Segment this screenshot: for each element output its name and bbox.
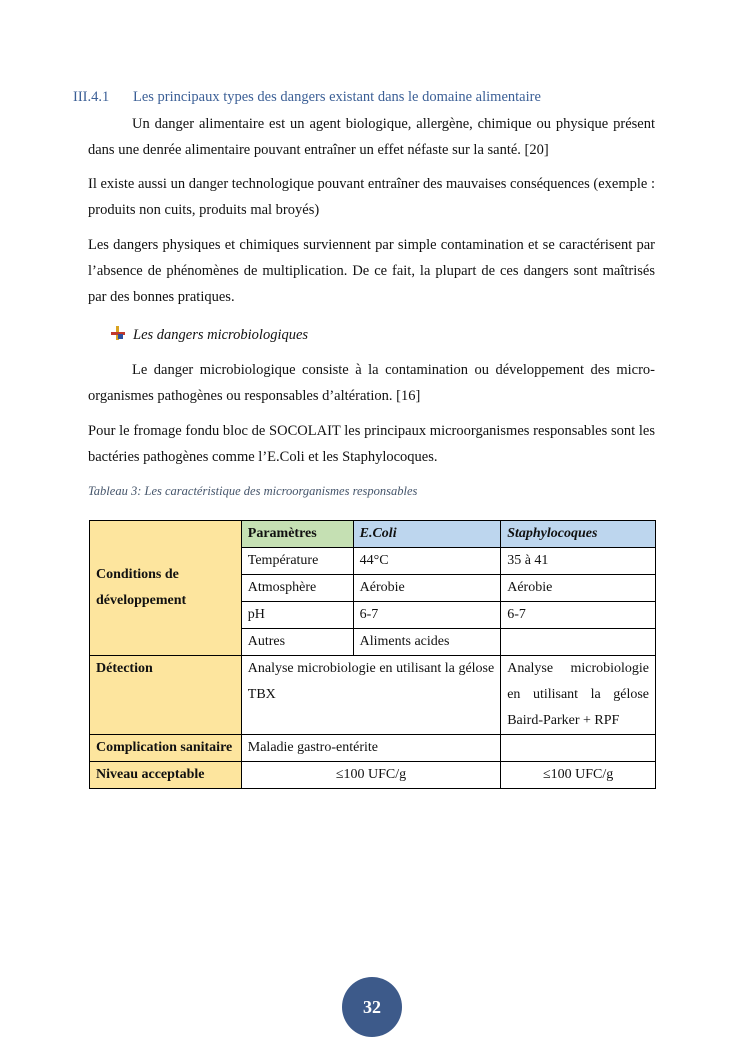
header-parametres: Paramètres bbox=[241, 521, 353, 548]
header-staphylocoques: Staphylocoques bbox=[501, 521, 656, 548]
paragraph-definition: Un danger alimentaire est un agent biologique, allergène, chimique ou physique présent dans une denrée alimentaire pouvant entraîner un effet néfaste sur la santé. [20] bbox=[88, 116, 655, 158]
cell-ecoli: 6-7 bbox=[353, 602, 501, 629]
row-label-complication: Complication sanitaire bbox=[90, 735, 242, 762]
paragraph-physical-chemical: Les dangers physiques et chimiques surviennent par simple contamination et se caractérisent par l’absence de phénomènes de multiplication. De ce fait, la plupart de ces dangers sont maîtrisés par des bonnes pratiques. bbox=[88, 237, 655, 305]
row-label-conditions: Conditions de développement bbox=[90, 521, 242, 656]
bullet-label: Les dangers microbiologiques bbox=[133, 327, 309, 343]
cell-complication-ecoli: Maladie gastro-entérite bbox=[241, 735, 500, 762]
cell-param: pH bbox=[241, 602, 353, 629]
cell-ecoli: Aérobie bbox=[353, 575, 501, 602]
table-row bbox=[90, 735, 656, 762]
cell-complication-staph bbox=[501, 735, 656, 762]
cell-ecoli: Aliments acides bbox=[353, 629, 501, 656]
paragraph-technological-danger: Il existe aussi un danger technologique pouvant entraîner des mauvaises conséquences (exemple : produits non cuits, produits mal broyés) bbox=[88, 176, 655, 218]
section-number: III.4.1 bbox=[73, 89, 110, 105]
cell-param: Atmosphère bbox=[241, 575, 353, 602]
page-number-badge bbox=[342, 977, 402, 1037]
section-title: Les principaux types des dangers existant dans le domaine alimentaire bbox=[133, 89, 541, 105]
table-caption: Tableau 3: Les caractéristique des microorganismes responsables bbox=[88, 484, 418, 498]
paragraph-socolait: Pour le fromage fondu bloc de SOCOLAIT les principaux microorganismes responsables sont les bactéries pathogènes comme l’E.Coli et les Staphylocoques. bbox=[88, 423, 655, 465]
cell-param: Autres bbox=[241, 629, 353, 656]
section-heading bbox=[73, 89, 541, 106]
row-label-detection: Détection bbox=[90, 656, 242, 735]
cell-niveau-ecoli: ≤100 UFC/g bbox=[241, 762, 500, 789]
cell-detection-staph: Analyse microbiologie en utilisant la gélose Baird-Parker + RPF bbox=[501, 656, 656, 735]
cell-staph: 6-7 bbox=[501, 602, 656, 629]
bullet-microbiological bbox=[111, 322, 308, 348]
page-number: 32 bbox=[363, 996, 381, 1017]
cell-staph: Aérobie bbox=[501, 575, 656, 602]
table-row bbox=[90, 762, 656, 789]
cell-ecoli: 44°C bbox=[353, 548, 501, 575]
row-label-niveau: Niveau acceptable bbox=[90, 762, 242, 789]
cell-detection-ecoli: Analyse microbiologie en utilisant la gélose TBX bbox=[241, 656, 500, 735]
cell-param: Température bbox=[241, 548, 353, 575]
cell-niveau-staph: ≤100 UFC/g bbox=[501, 762, 656, 789]
table-row bbox=[90, 656, 656, 735]
table-row bbox=[90, 521, 656, 548]
paragraph-microbiological: Le danger microbiologique consiste à la contamination ou développement des micro-organismes pathogènes ou responsables d’altération. [16] bbox=[88, 362, 655, 404]
bullet-cross-icon bbox=[111, 326, 125, 340]
cell-staph bbox=[501, 629, 656, 656]
header-ecoli: E.Coli bbox=[353, 521, 501, 548]
microorganisms-table bbox=[89, 520, 656, 789]
cell-staph: 35 à 41 bbox=[501, 548, 656, 575]
